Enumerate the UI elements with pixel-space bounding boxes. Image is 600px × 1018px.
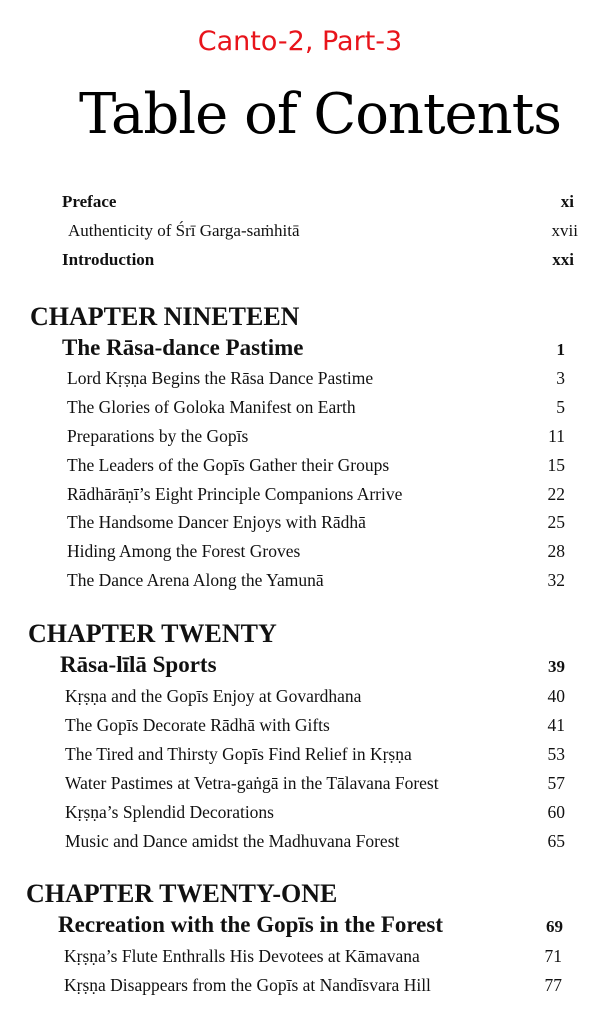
entry-page: 77 [544,975,562,995]
entry-label: The Tired and Thirsty Gopīs Find Relief in Kṛṣṇa [65,744,412,764]
entry-label: Preparations by the Gopīs [67,426,249,446]
entry-label: Lord Kṛṣṇa Begins the Rāsa Dance Pastime [67,368,374,388]
entry-page: 15 [547,455,565,475]
toc-entry[interactable] [0,715,600,741]
chapter-title-row[interactable] [0,652,600,678]
entry-page: 65 [547,831,565,851]
toc-entry-introduction[interactable] [0,250,600,276]
entry-label: Authenticity of Śrī Garga-saṁhitā [68,221,300,240]
entry-page: 22 [547,484,565,504]
toc-entry[interactable] [0,686,600,712]
toc-entry[interactable] [0,773,600,799]
entry-page: xxi [552,250,574,269]
toc-entry[interactable] [0,368,600,394]
entry-page: xvii [551,221,578,240]
entry-label: Kṛṣṇa Disappears from the Gopīs at Nandīsvara Hill [64,975,431,995]
chapter-page: 69 [546,917,563,936]
entry-page: 71 [544,946,562,966]
toc-entry[interactable] [0,512,600,538]
toc-entry[interactable] [0,802,600,828]
chapter-heading [0,619,600,648]
toc-entry-preface[interactable] [0,192,600,218]
chapter-title: Recreation with the Gopīs in the Forest [58,912,444,937]
canto-label: Canto-2, Part-3 [197,26,403,57]
entry-label: Music and Dance amidst the Madhuvana Forest [65,831,400,851]
entry-page: 53 [547,744,565,764]
chapter-number: CHAPTER TWENTY [28,619,277,648]
entry-label: The Leaders of the Gopīs Gather their Groups [67,455,390,475]
entry-label: Hiding Among the Forest Groves [67,541,301,561]
entry-page: 25 [547,512,565,532]
entry-page: 40 [547,686,565,706]
chapter-title: Rāsa-līlā Sports [60,652,217,677]
entry-label: Kṛṣṇa’s Splendid Decorations [65,802,274,822]
chapter-heading [0,302,600,331]
toc-entry[interactable] [0,484,600,510]
entry-label: Preface [62,192,117,211]
entry-page: 60 [547,802,565,822]
entry-page: 3 [556,368,565,388]
toc-entry[interactable] [0,455,600,481]
entry-page: xi [560,192,574,211]
toc-entry[interactable] [0,946,600,972]
entry-page: 11 [548,426,565,446]
entry-page: 32 [547,570,565,590]
toc-entry-authenticity[interactable] [0,221,600,247]
entry-label: The Dance Arena Along the Yamunā [67,570,324,590]
entry-label: Kṛṣṇa and the Gopīs Enjoy at Govardhana [65,686,362,706]
chapter-number: CHAPTER TWENTY-ONE [26,879,338,908]
entry-label: Kṛṣṇa’s Flute Enthralls His Devotees at Kāmavana [64,946,420,966]
chapter-title-row[interactable] [0,335,600,361]
entry-page: 57 [547,773,565,793]
chapter-heading [0,879,600,908]
toc-entry[interactable] [0,570,600,596]
entry-page: 41 [547,715,565,735]
entry-label: Rādhārāṇī’s Eight Principle Companions Arrive [67,484,403,504]
chapter-title: The Rāsa-dance Pastime [62,335,304,360]
toc-entry[interactable] [0,541,600,567]
page-title: Table of Contents [79,82,561,147]
toc-entry[interactable] [0,831,600,857]
entry-page: 5 [556,397,565,417]
chapter-number: CHAPTER NINETEEN [30,302,300,331]
entry-page: 28 [547,541,565,561]
entry-label: The Handsome Dancer Enjoys with Rādhā [67,512,366,532]
entry-label: Water Pastimes at Vetra-gaṅgā in the Tālavana Forest [65,773,439,793]
entry-label: Introduction [62,250,155,269]
chapter-page: 39 [548,657,565,676]
toc-entry[interactable] [0,397,600,423]
chapter-page: 1 [556,340,565,359]
entry-label: The Glories of Goloka Manifest on Earth [67,397,356,417]
toc-entry[interactable] [0,975,600,1001]
entry-label: The Gopīs Decorate Rādhā with Gifts [65,715,330,735]
toc-entry[interactable] [0,744,600,770]
toc-entry[interactable] [0,426,600,452]
chapter-title-row[interactable] [0,912,600,938]
